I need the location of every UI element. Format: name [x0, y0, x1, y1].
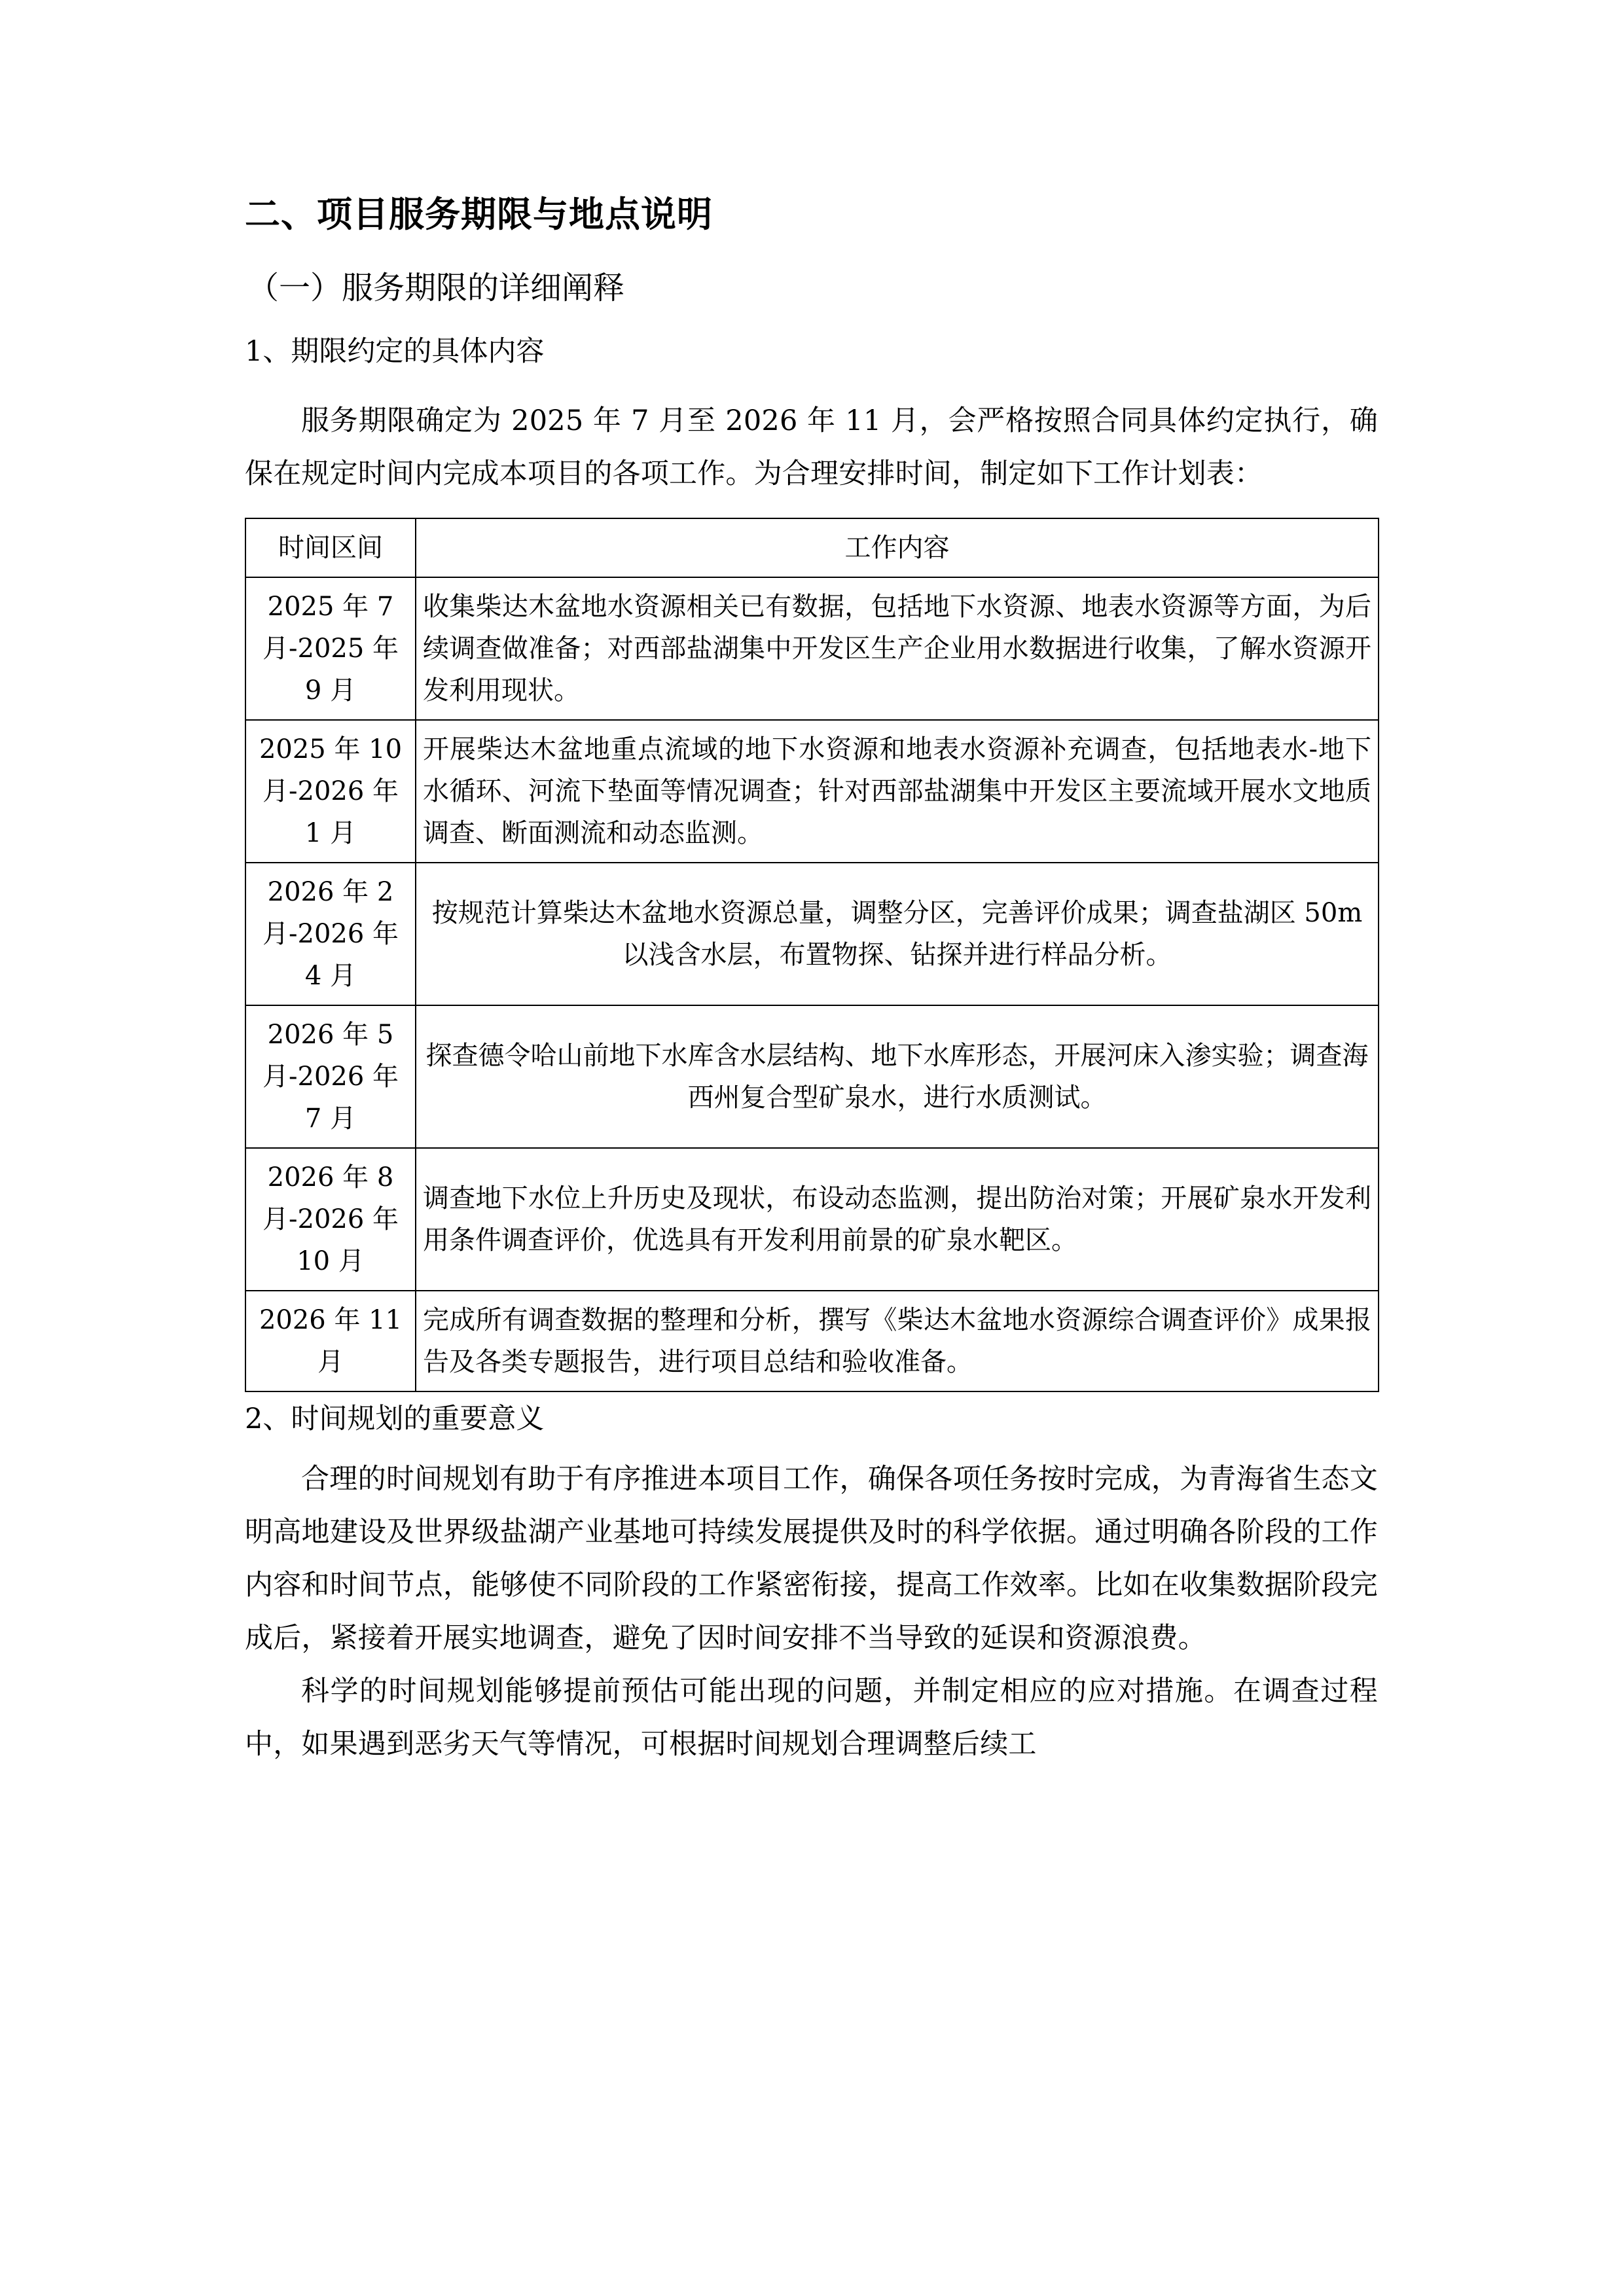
cell-content: 按规范计算柴达木盆地水资源总量，调整分区，完善评价成果；调查盐湖区 50m 以浅含水层，布置物探、钻探并进行样品分析。 [416, 863, 1379, 1005]
cell-content: 收集柴达木盆地水资源相关已有数据，包括地下水资源、地表水资源等方面，为后续调查做准备；对西部盐湖集中开发区生产企业用水数据进行收集，了解水资源开发利用现状。 [416, 577, 1379, 720]
cell-period: 2026 年 5 月-2026 年 7 月 [245, 1005, 416, 1148]
cell-content: 完成所有调查数据的整理和分析，撰写《柴达木盆地水资源综合调查评价》成果报告及各类专题报告，进行项目总结和验收准备。 [416, 1291, 1379, 1391]
table-header-period: 时间区间 [245, 518, 416, 577]
cell-period: 2026 年 8 月-2026 年 10 月 [245, 1148, 416, 1291]
cell-period: 2025 年 10 月-2026 年 1 月 [245, 720, 416, 863]
item2-paragraph-1: 合理的时间规划有助于有序推进本项目工作，确保各项任务按时完成，为青海省生态文明高地建设及世界级盐湖产业基地可持续发展提供及时的科学依据。通过明确各阶段的工作内容和时间节点，能够使不同阶段的工作紧密衔接，提高工作效率。比如在收集数据阶段完成后，紧接着开展实地调查，避免了因时间安排不当导致的延误和资源浪费。 [245, 1463, 1378, 1655]
table-row [245, 1005, 1379, 1148]
item1-heading: 1、期限约定的具体内容 [245, 335, 545, 368]
cell-content: 探查德令哈山前地下水库含水层结构、地下水库形态，开展河床入渗实验；调查海西州复合型矿泉水，进行水质测试。 [416, 1005, 1379, 1148]
cell-period: 2026 年 11 月 [245, 1291, 416, 1391]
table-row [245, 1291, 1379, 1391]
item1-paragraph: 服务期限确定为 2025 年 7 月至 2026 年 11 月，会严格按照合同具体约定执行，确保在规定时间内完成本项目的各项工作。为合理安排时间，制定如下工作计划表： [245, 404, 1378, 490]
item2-heading: 2、时间规划的重要意义 [245, 1403, 545, 1435]
cell-period: 2025 年 7 月-2025 年 9 月 [245, 577, 416, 720]
work-plan-table [245, 518, 1379, 1392]
table-row [245, 720, 1379, 863]
section-title: 二、项目服务期限与地点说明 [245, 193, 713, 235]
table-header-row [245, 518, 1379, 577]
table-row [245, 577, 1379, 720]
cell-content: 调查地下水位上升历史及现状，布设动态监测，提出防治对策；开展矿泉水开发利用条件调查评价，优选具有开发利用前景的矿泉水靶区。 [416, 1148, 1379, 1291]
cell-period: 2026 年 2 月-2026 年 4 月 [245, 863, 416, 1005]
subsection-title: （一）服务期限的详细阐释 [247, 270, 625, 306]
item2-paragraph-2: 科学的时间规划能够提前预估可能出现的问题，并制定相应的应对措施。在调查过程中，如果遇到恶劣天气等情况，可根据时间规划合理调整后续工 [245, 1675, 1378, 1761]
table-row [245, 863, 1379, 1005]
cell-content: 开展柴达木盆地重点流域的地下水资源和地表水资源补充调查，包括地表水-地下水循环、河流下垫面等情况调查；针对西部盐湖集中开发区主要流域开展水文地质调查、断面测流和动态监测。 [416, 720, 1379, 863]
table-row [245, 1148, 1379, 1291]
table-body [245, 577, 1379, 1391]
table-header-content: 工作内容 [416, 518, 1379, 577]
